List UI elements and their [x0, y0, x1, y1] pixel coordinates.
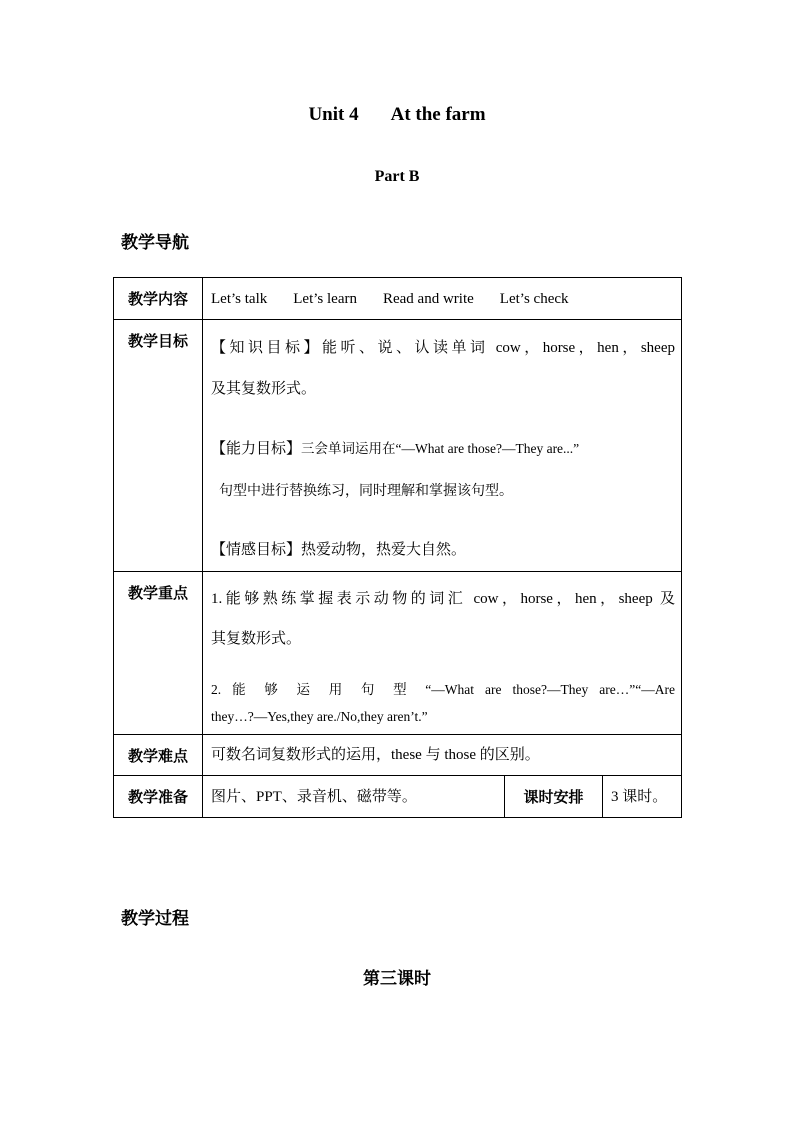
- process-heading: 教学过程: [121, 909, 189, 929]
- schedule-value: 3 课时。: [603, 776, 682, 818]
- lesson-plan-table: [113, 277, 682, 818]
- nav-heading: 教学导航: [121, 233, 189, 253]
- key-point-1-line-2: 其复数形式。: [211, 631, 302, 647]
- label-schedule: 课时安排: [505, 776, 603, 818]
- label-key-points: 教学重点: [114, 572, 203, 735]
- ability-goal-tag: 【能力目标】: [211, 439, 302, 457]
- label-content: 教学内容: [114, 278, 203, 320]
- ability-goal-line: [211, 427, 675, 470]
- content-item: Let’s check: [499, 291, 569, 307]
- goals-cell: [203, 320, 682, 572]
- preparation-text: 图片、PPT、录音机、磁带等。: [203, 776, 505, 818]
- row-preparation: [114, 776, 682, 818]
- part-title: Part B: [374, 168, 420, 185]
- emotion-goal-text: 热爱动物，热爱大自然。: [301, 540, 467, 558]
- content-item: Let’s talk: [211, 291, 268, 307]
- label-goals: 教学目标: [114, 320, 203, 572]
- row-key-points: [114, 572, 682, 735]
- row-goals: [114, 320, 682, 572]
- unit-title: [0, 104, 794, 126]
- emotion-goal-tag: 【情感目标】: [211, 540, 302, 558]
- content-list: [203, 278, 682, 320]
- unit-name: At the farm: [390, 104, 486, 125]
- key-point-2-line-1: 2. 能 够 运 用 句 型 “—What are those?—They are…”“—Are: [211, 682, 675, 697]
- label-difficulties: 教学难点: [114, 735, 203, 776]
- content-item: Let’s learn: [293, 291, 357, 307]
- content-item: Read and write: [382, 291, 474, 307]
- difficulties-text: 可数名词复数形式的运用，these 与 those 的区别。: [203, 735, 682, 776]
- key-points-cell: [203, 572, 682, 735]
- knowledge-goal-text: 能听、说、认读单词 cow，horse，hen，sheep: [321, 340, 675, 356]
- unit-number: Unit 4: [308, 104, 359, 125]
- label-preparation: 教学准备: [114, 776, 203, 818]
- key-point-2-line-2: they…?—Yes,they are./No,they aren’t.”: [211, 709, 428, 724]
- knowledge-goal-tag: 【知识目标】: [211, 338, 322, 356]
- key-point-1-line-1: 1.能够熟练掌握表示动物的词汇 cow，horse，hen，sheep 及: [211, 591, 675, 607]
- knowledge-goal-line-2: 及其复数形式。: [211, 379, 317, 397]
- lesson-heading: 第三课时: [363, 969, 431, 989]
- ability-goal-line-2: 句型中进行替换练习，同时理解和掌握该句型。: [219, 483, 513, 499]
- knowledge-goal-line: [211, 326, 675, 369]
- ability-goal-text: 三会单词运用在“—What are those?—They are...”: [301, 441, 580, 456]
- row-difficulties: [114, 735, 682, 776]
- emotion-goal-line: [211, 528, 675, 571]
- row-content: [114, 278, 682, 320]
